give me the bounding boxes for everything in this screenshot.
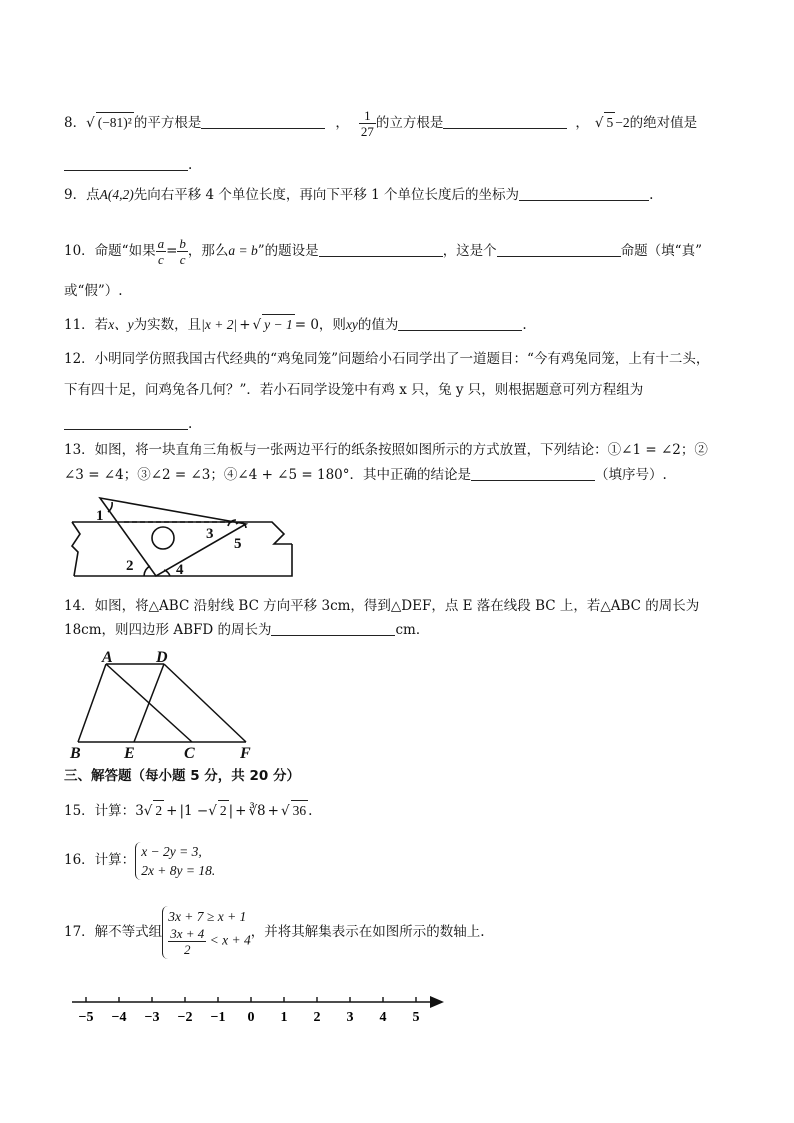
question-8 <box>64 108 697 139</box>
q10-text-2: ”的题设是 <box>257 243 319 259</box>
q14-blank[interactable] <box>271 621 395 636</box>
sqrt-symbol: √ <box>208 803 217 819</box>
number-line-tick-label: 1 <box>280 1010 288 1025</box>
q13-blank[interactable] <box>471 466 595 481</box>
q15-radicand-3: 36 <box>291 800 309 821</box>
q11-period: . <box>522 317 527 333</box>
q9-point: A(4,2) <box>99 187 134 202</box>
q17-inequality-1: 3x + 7 ≥ x + 1 <box>168 909 247 924</box>
fraction-numerator: 1 <box>359 108 376 124</box>
q10-fraction-b-c <box>177 236 188 267</box>
q13-line-2a: ∠3 = ∠4；③∠2 = ∠3；④∠4 + ∠5 = 180°．其中正确的结论是 <box>64 467 471 483</box>
q8-blank-1[interactable] <box>201 114 325 129</box>
q15-cube-root: ∛8 <box>248 803 266 819</box>
q11-blank[interactable] <box>398 316 522 331</box>
strip-top-edge <box>72 522 292 544</box>
q9-blank[interactable] <box>519 186 649 201</box>
question-13 <box>64 440 708 460</box>
q15-radicand-1: 2 <box>153 800 164 821</box>
angle-1-arc <box>108 502 112 512</box>
fraction-numerator: b <box>179 236 186 251</box>
number-line-tick-label: −4 <box>111 1010 127 1025</box>
sqrt-symbol: √ <box>143 803 153 819</box>
q11-text-3: 的值为 <box>357 317 399 333</box>
strip-left-break <box>72 522 80 576</box>
q15-period: . <box>308 803 313 819</box>
q15-plus-1: + <box>166 803 178 819</box>
angle-2-arc <box>144 566 150 576</box>
sqrt-symbol: √ <box>280 803 290 819</box>
question-10 <box>64 236 702 267</box>
label-1: 1 <box>96 508 104 524</box>
section-3-heading: 三、解答题（每小题 5 分，共 20 分） <box>64 768 300 784</box>
question-11 <box>64 314 527 335</box>
label-A: A <box>102 649 113 666</box>
q17-number: 17．解不等式组 <box>64 924 163 940</box>
q8-text-3: 的绝对值是 <box>629 115 698 131</box>
label-F: F <box>240 745 251 762</box>
q16-equation-2: 2x + 8y = 18. <box>141 862 216 878</box>
label-5: 5 <box>234 536 242 552</box>
q8-comma-1: ， <box>335 115 349 131</box>
label-2: 2 <box>126 558 134 574</box>
q16-equation-system <box>135 842 215 880</box>
q11-text-1: 为实数，且 <box>133 317 202 333</box>
fraction-numerator: 3x + 4 <box>170 926 205 941</box>
q11-plus: + <box>239 317 251 333</box>
segment-AB <box>78 664 106 742</box>
angle-4-arc <box>164 570 170 576</box>
q12-line-1: 12．小明同学仿照我国古代经典的“鸡兔同笼”问题给小石同学出了一道题目：“今有鸡兔同笼，上有十二头， <box>64 351 710 367</box>
number-line-tick-label: 4 <box>379 1010 387 1025</box>
q10-text-1: ，那么 <box>187 243 229 259</box>
number-line-tick-label: −1 <box>210 1010 226 1025</box>
number-line-arrow-icon <box>430 996 444 1008</box>
sqrt-symbol: √ <box>86 115 95 131</box>
q8-blank-3[interactable] <box>64 156 188 171</box>
q10-number: 10．命题“如果 <box>64 243 156 259</box>
q13-line-1: 13．如图，将一块直角三角板与一张两边平行的纸条按照如图所示的方式放置，下列结论：①∠1 = ∠2；② <box>64 442 708 458</box>
q11-text-2: = 0，则 <box>294 317 346 333</box>
q8-minus-two: −2 <box>615 115 630 130</box>
q17-inequality-2 <box>168 926 251 957</box>
q15-abs-open: |1 − <box>179 803 209 819</box>
fraction-numerator: a <box>157 236 165 251</box>
number-line-tick-label: −5 <box>78 1010 94 1025</box>
q13-figure-triangle-strip <box>60 490 300 586</box>
q10-equals: = <box>166 243 178 259</box>
q9-number: 9．点 <box>64 187 100 203</box>
q10-fraction-a-c <box>156 236 167 267</box>
triangle-hole <box>152 527 174 549</box>
q16-number: 16．计算： <box>64 852 136 868</box>
number-line-tick-label: 2 <box>313 1010 321 1025</box>
sqrt-symbol: √ <box>252 317 262 333</box>
number-line-tick-label: 0 <box>247 1010 255 1025</box>
number-line-tick-label: 3 <box>346 1010 354 1025</box>
q14-line-2b: cm． <box>395 622 430 638</box>
label-D: D <box>156 649 168 666</box>
question-9 <box>64 185 653 205</box>
q11-abs-value: |x + 2| <box>201 317 238 332</box>
q17-text: ，并将其解集表示在如图所示的数轴上. <box>250 924 485 940</box>
q15-number: 15．计算： <box>64 803 136 819</box>
q15-radicand-2: 2 <box>218 800 229 821</box>
question-16 <box>64 840 215 880</box>
q15-coef: 3 <box>135 803 144 819</box>
q14-figure-translation <box>66 646 266 762</box>
question-13-line-2 <box>64 465 667 485</box>
label-B: B <box>70 745 81 762</box>
q12-period: . <box>188 416 193 432</box>
q12-blank[interactable] <box>64 415 188 430</box>
question-14-line-2 <box>64 620 429 640</box>
q8-blank-2[interactable] <box>443 114 567 129</box>
label-4: 4 <box>176 562 184 578</box>
q15-abs-close: | <box>228 803 234 819</box>
number-line-tick-label: −3 <box>144 1010 160 1025</box>
q12-line-2: 下有四十足，问鸡兔各几何？”．若小石同学设笼中有鸡 x 只，兔 y 只，则根据题意可列方程组为 <box>64 382 644 398</box>
label-E: E <box>124 745 135 762</box>
question-10-line-2 <box>64 281 123 301</box>
q8-fraction <box>359 108 376 139</box>
q14-line-2a: 18cm，则四边形 ABFD 的周长为 <box>64 622 272 638</box>
q10-text-3: ，这是个 <box>442 243 497 259</box>
q8-text-2: 的立方根是 <box>375 115 444 131</box>
number-line-tick-label: −2 <box>177 1010 193 1025</box>
q10-blank-2[interactable] <box>497 242 621 257</box>
q11-product: xy <box>345 317 358 332</box>
number-line <box>68 990 448 1030</box>
fraction-denominator: 27 <box>360 124 374 139</box>
q8-comma-2: ， <box>575 115 589 131</box>
segment-DF <box>164 664 246 742</box>
question-8-line-2 <box>64 155 192 175</box>
q17-inequality-system <box>162 906 251 959</box>
fraction-denominator: 2 <box>183 942 191 957</box>
fraction-denominator: c <box>179 252 186 267</box>
q14-line-1: 14．如图，将△ABC 沿射线 BC 方向平移 3cm，得到△DEF，点 E 落在线段 BC 上，若△ABC 的周长为 <box>64 598 700 614</box>
question-15 <box>64 800 312 821</box>
q8-text-1: 的平方根是 <box>133 115 202 131</box>
question-12 <box>64 349 709 369</box>
fraction-denominator: c <box>157 252 164 267</box>
q8-number: 8． <box>64 115 87 131</box>
q11-number: 11．若 <box>64 317 109 333</box>
q17-inequality-2-rhs: < x + 4 <box>209 932 251 948</box>
q16-equation-1: x − 2y = 3, <box>141 843 202 859</box>
question-17 <box>64 902 485 962</box>
q9-text: 先向右平移 4 个单位长度，再向下平移 1 个单位长度后的坐标为 <box>133 187 520 203</box>
question-14 <box>64 596 699 616</box>
q15-plus-2: + <box>235 803 247 819</box>
q10-conclusion: a = b <box>228 243 258 258</box>
q13-line-2b: （填序号）. <box>595 467 667 483</box>
q11-variables: x、y <box>108 317 134 332</box>
q11-radicand: y − 1 <box>262 314 295 335</box>
segment-DE <box>134 664 164 742</box>
question-12-line-2 <box>64 380 643 400</box>
q10-line-2: 或“假”）. <box>64 283 123 299</box>
question-12-line-3 <box>64 414 192 434</box>
q8-period: . <box>188 157 193 173</box>
q9-period: . <box>649 187 654 203</box>
label-3: 3 <box>206 526 214 542</box>
q8-radicand: (−81)² <box>96 112 134 133</box>
q15-plus-3: + <box>267 803 279 819</box>
sqrt-symbol: √ <box>594 115 604 131</box>
label-C: C <box>184 745 195 762</box>
q8-radicand-2: 5 <box>604 112 615 133</box>
triangle-ruler <box>100 498 246 576</box>
q10-text-4: 命题（填“真” <box>620 243 702 259</box>
number-line-tick-label: 5 <box>412 1010 420 1025</box>
q10-blank-1[interactable] <box>319 242 443 257</box>
